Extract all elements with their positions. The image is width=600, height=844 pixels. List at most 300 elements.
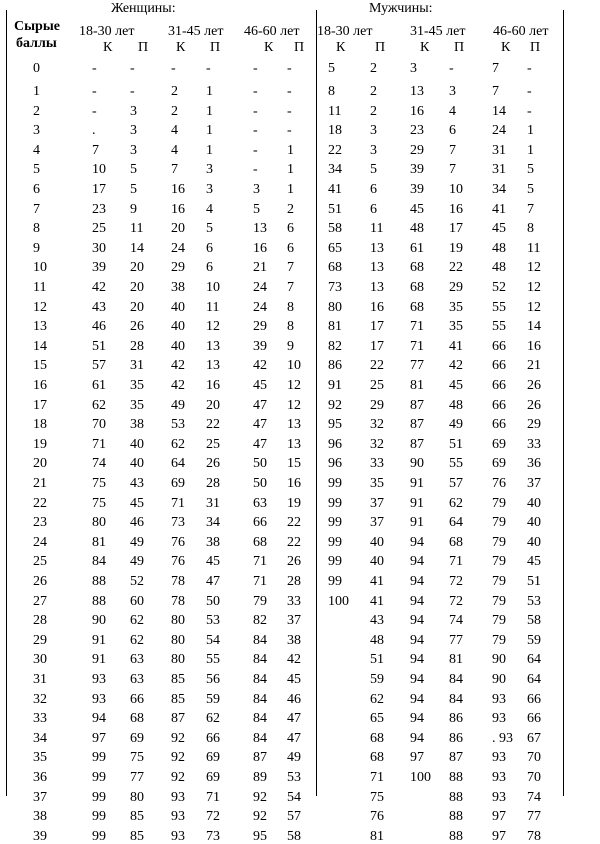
value-cell: 45 bbox=[130, 495, 144, 511]
value-cell: 29 bbox=[527, 417, 541, 433]
value-cell: 3 bbox=[130, 142, 137, 158]
raw-score-cell: 19 bbox=[33, 436, 47, 452]
value-cell: 87 bbox=[410, 397, 424, 413]
value-cell: 51 bbox=[370, 652, 384, 668]
value-cell: 75 bbox=[370, 789, 384, 805]
value-cell: 32 bbox=[370, 436, 384, 452]
value-cell: 25 bbox=[206, 436, 220, 452]
value-cell: 69 bbox=[206, 770, 220, 785]
value-cell: 100 bbox=[410, 770, 431, 785]
value-cell: 80 bbox=[130, 789, 144, 805]
value-cell: 1 bbox=[287, 142, 294, 158]
value-cell: 13 bbox=[206, 358, 220, 374]
value-cell: 55 bbox=[492, 299, 506, 315]
value-cell: 86 bbox=[449, 711, 463, 727]
value-cell: 94 bbox=[410, 613, 424, 629]
value-cell: 24 bbox=[253, 280, 267, 295]
value-cell: 84 bbox=[253, 652, 267, 668]
value-cell: 66 bbox=[527, 711, 541, 727]
value-cell: 17 bbox=[449, 221, 463, 237]
value-cell: 34 bbox=[492, 182, 506, 197]
subcolumn-header: П bbox=[454, 40, 465, 55]
value-cell: 3 bbox=[410, 61, 417, 76]
value-cell: 2 bbox=[370, 61, 377, 76]
value-cell: 84 bbox=[449, 672, 463, 687]
value-cell: 80 bbox=[92, 515, 106, 531]
value-cell: 28 bbox=[130, 338, 144, 354]
value-cell: 30 bbox=[92, 240, 106, 256]
value-cell: 5 bbox=[527, 162, 534, 178]
value-cell: 29 bbox=[253, 319, 267, 335]
value-cell: 69 bbox=[206, 750, 220, 766]
value-cell: 74 bbox=[92, 456, 106, 472]
value-cell: 7 bbox=[171, 162, 178, 178]
value-cell: 59 bbox=[206, 691, 220, 707]
value-cell: 7 bbox=[527, 201, 534, 217]
value-cell: 39 bbox=[92, 260, 106, 276]
age-group-header: 31-45 лет bbox=[168, 24, 224, 39]
value-cell: 5 bbox=[206, 221, 213, 237]
gender-divider bbox=[316, 10, 317, 796]
value-cell: 22 bbox=[370, 358, 384, 374]
value-cell: 59 bbox=[527, 632, 541, 648]
value-cell: 65 bbox=[328, 240, 342, 256]
value-cell: 66 bbox=[492, 378, 506, 393]
women-group-title: Женщины: bbox=[111, 1, 176, 16]
value-cell: 81 bbox=[92, 534, 106, 550]
value-cell: 51 bbox=[92, 338, 106, 354]
value-cell: 5 bbox=[328, 61, 335, 76]
value-cell: 62 bbox=[130, 613, 144, 629]
value-cell: 31 bbox=[206, 495, 220, 511]
value-cell: 84 bbox=[253, 691, 267, 707]
value-cell: 92 bbox=[171, 770, 185, 785]
value-cell: - bbox=[92, 103, 97, 119]
value-cell: 99 bbox=[92, 770, 106, 785]
value-cell: 80 bbox=[171, 632, 185, 648]
subcolumn-header: К bbox=[336, 40, 346, 55]
value-cell: 22 bbox=[328, 142, 342, 158]
value-cell: 16 bbox=[171, 182, 185, 197]
value-cell: 93 bbox=[492, 750, 506, 766]
value-cell: 24 bbox=[171, 240, 185, 256]
value-cell: 47 bbox=[206, 574, 220, 589]
value-cell: 93 bbox=[92, 672, 106, 687]
value-cell: 71 bbox=[171, 495, 185, 511]
raw-score-cell: 6 bbox=[33, 182, 40, 197]
raw-score-cell: 10 bbox=[33, 260, 47, 276]
value-cell: 53 bbox=[206, 613, 220, 629]
value-cell: 94 bbox=[410, 554, 424, 570]
subcolumn-header: П bbox=[210, 40, 221, 55]
value-cell: - bbox=[92, 84, 97, 99]
value-cell: 45 bbox=[492, 221, 506, 237]
value-cell: 66 bbox=[492, 358, 506, 374]
value-cell: 26 bbox=[287, 554, 301, 570]
value-cell: 42 bbox=[92, 280, 106, 295]
value-cell: 87 bbox=[171, 711, 185, 727]
value-cell: 2 bbox=[370, 103, 377, 119]
value-cell: 95 bbox=[328, 417, 342, 433]
value-cell: 5 bbox=[130, 162, 137, 178]
value-cell: 11 bbox=[206, 299, 220, 315]
value-cell: 91 bbox=[410, 515, 424, 531]
value-cell: 13 bbox=[253, 221, 267, 237]
value-cell: 62 bbox=[370, 691, 384, 707]
value-cell: 20 bbox=[130, 280, 144, 295]
value-cell: 88 bbox=[92, 574, 106, 589]
value-cell: 12 bbox=[287, 397, 301, 413]
value-cell: 14 bbox=[492, 103, 506, 119]
value-cell: 25 bbox=[370, 378, 384, 393]
value-cell: 40 bbox=[370, 534, 384, 550]
value-cell: 79 bbox=[492, 632, 506, 648]
value-cell: 47 bbox=[253, 417, 267, 433]
value-cell: 93 bbox=[171, 789, 185, 805]
value-cell: 16 bbox=[206, 378, 220, 393]
value-cell: 75 bbox=[130, 750, 144, 766]
value-cell: 29 bbox=[370, 397, 384, 413]
value-cell: 88 bbox=[449, 809, 463, 825]
value-cell: 84 bbox=[253, 672, 267, 687]
value-cell: 33 bbox=[370, 456, 384, 472]
value-cell: 79 bbox=[492, 495, 506, 511]
value-cell: 35 bbox=[370, 476, 384, 491]
value-cell: 40 bbox=[171, 319, 185, 335]
value-cell: - bbox=[253, 61, 258, 76]
age-group-header: 46-60 лет bbox=[244, 24, 300, 39]
value-cell: 45 bbox=[206, 554, 220, 570]
value-cell: 66 bbox=[527, 691, 541, 707]
value-cell: 92 bbox=[171, 750, 185, 766]
value-cell: 1 bbox=[206, 142, 213, 158]
value-cell: 1 bbox=[527, 123, 534, 139]
value-cell: 62 bbox=[206, 711, 220, 727]
value-cell: 64 bbox=[527, 652, 541, 668]
value-cell: 91 bbox=[92, 652, 106, 668]
value-cell: 97 bbox=[492, 809, 506, 825]
value-cell: 64 bbox=[449, 515, 463, 531]
value-cell: 43 bbox=[370, 613, 384, 629]
value-cell: 54 bbox=[287, 789, 301, 805]
value-cell: 86 bbox=[328, 358, 342, 374]
value-cell: 87 bbox=[410, 417, 424, 433]
value-cell: 67 bbox=[527, 730, 541, 746]
value-cell: 73 bbox=[171, 515, 185, 531]
value-cell: 40 bbox=[527, 495, 541, 511]
value-cell: - bbox=[253, 123, 258, 139]
value-cell: 68 bbox=[410, 280, 424, 295]
value-cell: 16 bbox=[449, 201, 463, 217]
value-cell: 1 bbox=[287, 182, 294, 197]
raw-score-cell: 22 bbox=[33, 495, 47, 511]
value-cell: 23 bbox=[410, 123, 424, 139]
value-cell: - bbox=[253, 84, 258, 99]
value-cell: 6 bbox=[206, 260, 213, 276]
value-cell: 26 bbox=[130, 319, 144, 335]
value-cell: 12 bbox=[527, 260, 541, 276]
age-group-header: 18-30 лет bbox=[317, 24, 373, 39]
value-cell: 99 bbox=[328, 495, 342, 511]
raw-score-cell: 0 bbox=[33, 61, 40, 76]
value-cell: 50 bbox=[253, 476, 267, 491]
value-cell: 92 bbox=[328, 397, 342, 413]
value-cell: 37 bbox=[370, 495, 384, 511]
value-cell: 66 bbox=[492, 417, 506, 433]
value-cell: 64 bbox=[527, 672, 541, 687]
value-cell: 2 bbox=[171, 84, 178, 99]
value-cell: 38 bbox=[130, 417, 144, 433]
raw-score-cell: 17 bbox=[33, 397, 47, 413]
raw-score-cell: 7 bbox=[33, 201, 40, 217]
value-cell: 81 bbox=[370, 828, 384, 844]
value-cell: 94 bbox=[410, 534, 424, 550]
value-cell: 72 bbox=[449, 574, 463, 589]
raw-score-cell: 9 bbox=[33, 240, 40, 256]
value-cell: 9 bbox=[287, 338, 294, 354]
value-cell: 79 bbox=[492, 534, 506, 550]
value-cell: 11 bbox=[527, 240, 541, 256]
value-cell: 3 bbox=[206, 162, 213, 178]
value-cell: 63 bbox=[130, 652, 144, 668]
value-cell: 7 bbox=[287, 260, 294, 276]
value-cell: 94 bbox=[410, 574, 424, 589]
value-cell: 68 bbox=[328, 260, 342, 276]
value-cell: 28 bbox=[206, 476, 220, 491]
value-cell: 68 bbox=[410, 299, 424, 315]
value-cell: 58 bbox=[287, 828, 301, 844]
value-cell: 88 bbox=[449, 828, 463, 844]
value-cell: 88 bbox=[449, 789, 463, 805]
age-group-header: 18-30 лет bbox=[79, 24, 135, 39]
value-cell: 92 bbox=[253, 809, 267, 825]
value-cell: 76 bbox=[492, 476, 506, 491]
value-cell: 33 bbox=[527, 436, 541, 452]
value-cell: 99 bbox=[328, 534, 342, 550]
value-cell: 77 bbox=[449, 632, 463, 648]
value-cell: 50 bbox=[253, 456, 267, 472]
value-cell: 38 bbox=[171, 280, 185, 295]
value-cell: 7 bbox=[449, 162, 456, 178]
raw-score-cell: 3 bbox=[33, 123, 40, 139]
value-cell: 11 bbox=[370, 221, 384, 237]
value-cell: 20 bbox=[130, 260, 144, 276]
value-cell: 33 bbox=[287, 593, 301, 609]
value-cell: 53 bbox=[527, 593, 541, 609]
value-cell: 6 bbox=[370, 182, 377, 197]
value-cell: 3 bbox=[370, 142, 377, 158]
raw-score-cell: 27 bbox=[33, 593, 47, 609]
value-cell: 93 bbox=[171, 828, 185, 844]
value-cell: 66 bbox=[492, 338, 506, 354]
raw-score-cell: 18 bbox=[33, 417, 47, 433]
column-divider-right bbox=[563, 10, 564, 796]
value-cell: 20 bbox=[130, 299, 144, 315]
value-cell: 37 bbox=[287, 613, 301, 629]
value-cell: 85 bbox=[130, 809, 144, 825]
value-cell: 47 bbox=[253, 436, 267, 452]
value-cell: 55 bbox=[492, 319, 506, 335]
value-cell: - bbox=[206, 61, 211, 76]
value-cell: 42 bbox=[171, 378, 185, 393]
value-cell: 94 bbox=[410, 691, 424, 707]
value-cell: 25 bbox=[92, 221, 106, 237]
value-cell: 17 bbox=[370, 338, 384, 354]
value-cell: 71 bbox=[449, 554, 463, 570]
value-cell: 88 bbox=[449, 770, 463, 785]
value-cell: 3 bbox=[449, 84, 456, 99]
value-cell: 100 bbox=[328, 593, 349, 609]
value-cell: 10 bbox=[449, 182, 463, 197]
value-cell: 1 bbox=[287, 162, 294, 178]
value-cell: 49 bbox=[130, 534, 144, 550]
value-cell: 69 bbox=[492, 436, 506, 452]
value-cell: 41 bbox=[370, 574, 384, 589]
age-group-header: 31-45 лет bbox=[410, 24, 466, 39]
value-cell: 16 bbox=[527, 338, 541, 354]
value-cell: 99 bbox=[328, 515, 342, 531]
value-cell: - bbox=[253, 142, 258, 158]
value-cell: 35 bbox=[130, 397, 144, 413]
value-cell: 53 bbox=[171, 417, 185, 433]
value-cell: 86 bbox=[449, 730, 463, 746]
value-cell: 46 bbox=[287, 691, 301, 707]
value-cell: 41 bbox=[370, 593, 384, 609]
value-cell: 12 bbox=[527, 280, 541, 295]
value-cell: 94 bbox=[410, 672, 424, 687]
value-cell: 31 bbox=[492, 142, 506, 158]
raw-score-cell: 20 bbox=[33, 456, 47, 472]
value-cell: - bbox=[130, 84, 135, 99]
value-cell: 4 bbox=[449, 103, 456, 119]
value-cell: 46 bbox=[92, 319, 106, 335]
value-cell: 29 bbox=[410, 142, 424, 158]
value-cell: 3 bbox=[206, 182, 213, 197]
value-cell: 87 bbox=[253, 750, 267, 766]
value-cell: 16 bbox=[171, 201, 185, 217]
value-cell: 41 bbox=[328, 182, 342, 197]
value-cell: - bbox=[449, 61, 454, 76]
value-cell: 94 bbox=[410, 730, 424, 746]
value-cell: 19 bbox=[449, 240, 463, 256]
value-cell: 5 bbox=[370, 162, 377, 178]
value-cell: 13 bbox=[370, 260, 384, 276]
value-cell: 7 bbox=[92, 142, 99, 158]
value-cell: 60 bbox=[130, 593, 144, 609]
value-cell: 26 bbox=[527, 397, 541, 413]
value-cell: 61 bbox=[410, 240, 424, 256]
value-cell: 1 bbox=[527, 142, 534, 158]
value-cell: 10 bbox=[287, 358, 301, 374]
value-cell: 5 bbox=[130, 182, 137, 197]
subcolumn-header: П bbox=[138, 40, 149, 55]
value-cell: 74 bbox=[527, 789, 541, 805]
value-cell: 85 bbox=[130, 828, 144, 844]
value-cell: 85 bbox=[171, 691, 185, 707]
value-cell: 13 bbox=[206, 338, 220, 354]
value-cell: 2 bbox=[171, 103, 178, 119]
value-cell: 78 bbox=[171, 593, 185, 609]
value-cell: 84 bbox=[449, 691, 463, 707]
raw-score-cell: 31 bbox=[33, 672, 47, 687]
value-cell: 3 bbox=[253, 182, 260, 197]
value-cell: 79 bbox=[492, 515, 506, 531]
value-cell: 84 bbox=[253, 711, 267, 727]
value-cell: 39 bbox=[410, 182, 424, 197]
raw-score-cell: 37 bbox=[33, 789, 47, 805]
value-cell: 22 bbox=[206, 417, 220, 433]
value-cell: 89 bbox=[253, 770, 267, 785]
value-cell: 6 bbox=[287, 240, 294, 256]
subcolumn-header: П bbox=[294, 40, 305, 55]
value-cell: 75 bbox=[92, 476, 106, 491]
value-cell: 91 bbox=[410, 476, 424, 491]
raw-score-cell: 26 bbox=[33, 574, 47, 589]
value-cell: 51 bbox=[527, 574, 541, 589]
value-cell: 40 bbox=[130, 456, 144, 472]
value-cell: 55 bbox=[206, 652, 220, 668]
value-cell: 22 bbox=[287, 534, 301, 550]
value-cell: 70 bbox=[92, 417, 106, 433]
value-cell: 75 bbox=[92, 495, 106, 511]
value-cell: - bbox=[253, 103, 258, 119]
value-cell: 34 bbox=[328, 162, 342, 178]
value-cell: 50 bbox=[206, 593, 220, 609]
value-cell: 38 bbox=[206, 534, 220, 550]
value-cell: 7 bbox=[449, 142, 456, 158]
raw-score-cell: 23 bbox=[33, 515, 47, 531]
raw-score-cell: 35 bbox=[33, 750, 47, 766]
value-cell: 85 bbox=[171, 672, 185, 687]
value-cell: 79 bbox=[253, 593, 267, 609]
raw-score-cell: 4 bbox=[33, 142, 40, 158]
value-cell: 11 bbox=[328, 103, 342, 119]
value-cell: 97 bbox=[92, 730, 106, 746]
raw-score-cell: 39 bbox=[33, 828, 47, 844]
value-cell: 51 bbox=[449, 436, 463, 452]
value-cell: - bbox=[92, 61, 97, 76]
value-cell: 90 bbox=[492, 652, 506, 668]
value-cell: 53 bbox=[287, 770, 301, 785]
value-cell: 79 bbox=[492, 574, 506, 589]
value-cell: 47 bbox=[287, 711, 301, 727]
value-cell: 6 bbox=[287, 221, 294, 237]
value-cell: 47 bbox=[253, 397, 267, 413]
subcolumn-header: К bbox=[264, 40, 274, 55]
raw-score-cell: 8 bbox=[33, 221, 40, 237]
value-cell: 21 bbox=[253, 260, 267, 276]
value-cell: 5 bbox=[253, 201, 260, 217]
value-cell: 1 bbox=[206, 123, 213, 139]
value-cell: 68 bbox=[410, 260, 424, 276]
value-cell: 13 bbox=[410, 84, 424, 99]
subcolumn-header: П bbox=[530, 40, 541, 55]
value-cell: 15 bbox=[287, 456, 301, 472]
value-cell: - bbox=[287, 123, 292, 139]
value-cell: 76 bbox=[171, 534, 185, 550]
value-cell: 57 bbox=[449, 476, 463, 491]
value-cell: 35 bbox=[449, 319, 463, 335]
value-cell: 96 bbox=[328, 436, 342, 452]
subcolumn-header: К bbox=[420, 40, 430, 55]
value-cell: 35 bbox=[130, 378, 144, 393]
value-cell: 20 bbox=[171, 221, 185, 237]
value-cell: 1 bbox=[206, 84, 213, 99]
subcolumn-header: К bbox=[103, 40, 113, 55]
value-cell: 97 bbox=[492, 828, 506, 844]
value-cell: 6 bbox=[449, 123, 456, 139]
value-cell: 40 bbox=[171, 299, 185, 315]
